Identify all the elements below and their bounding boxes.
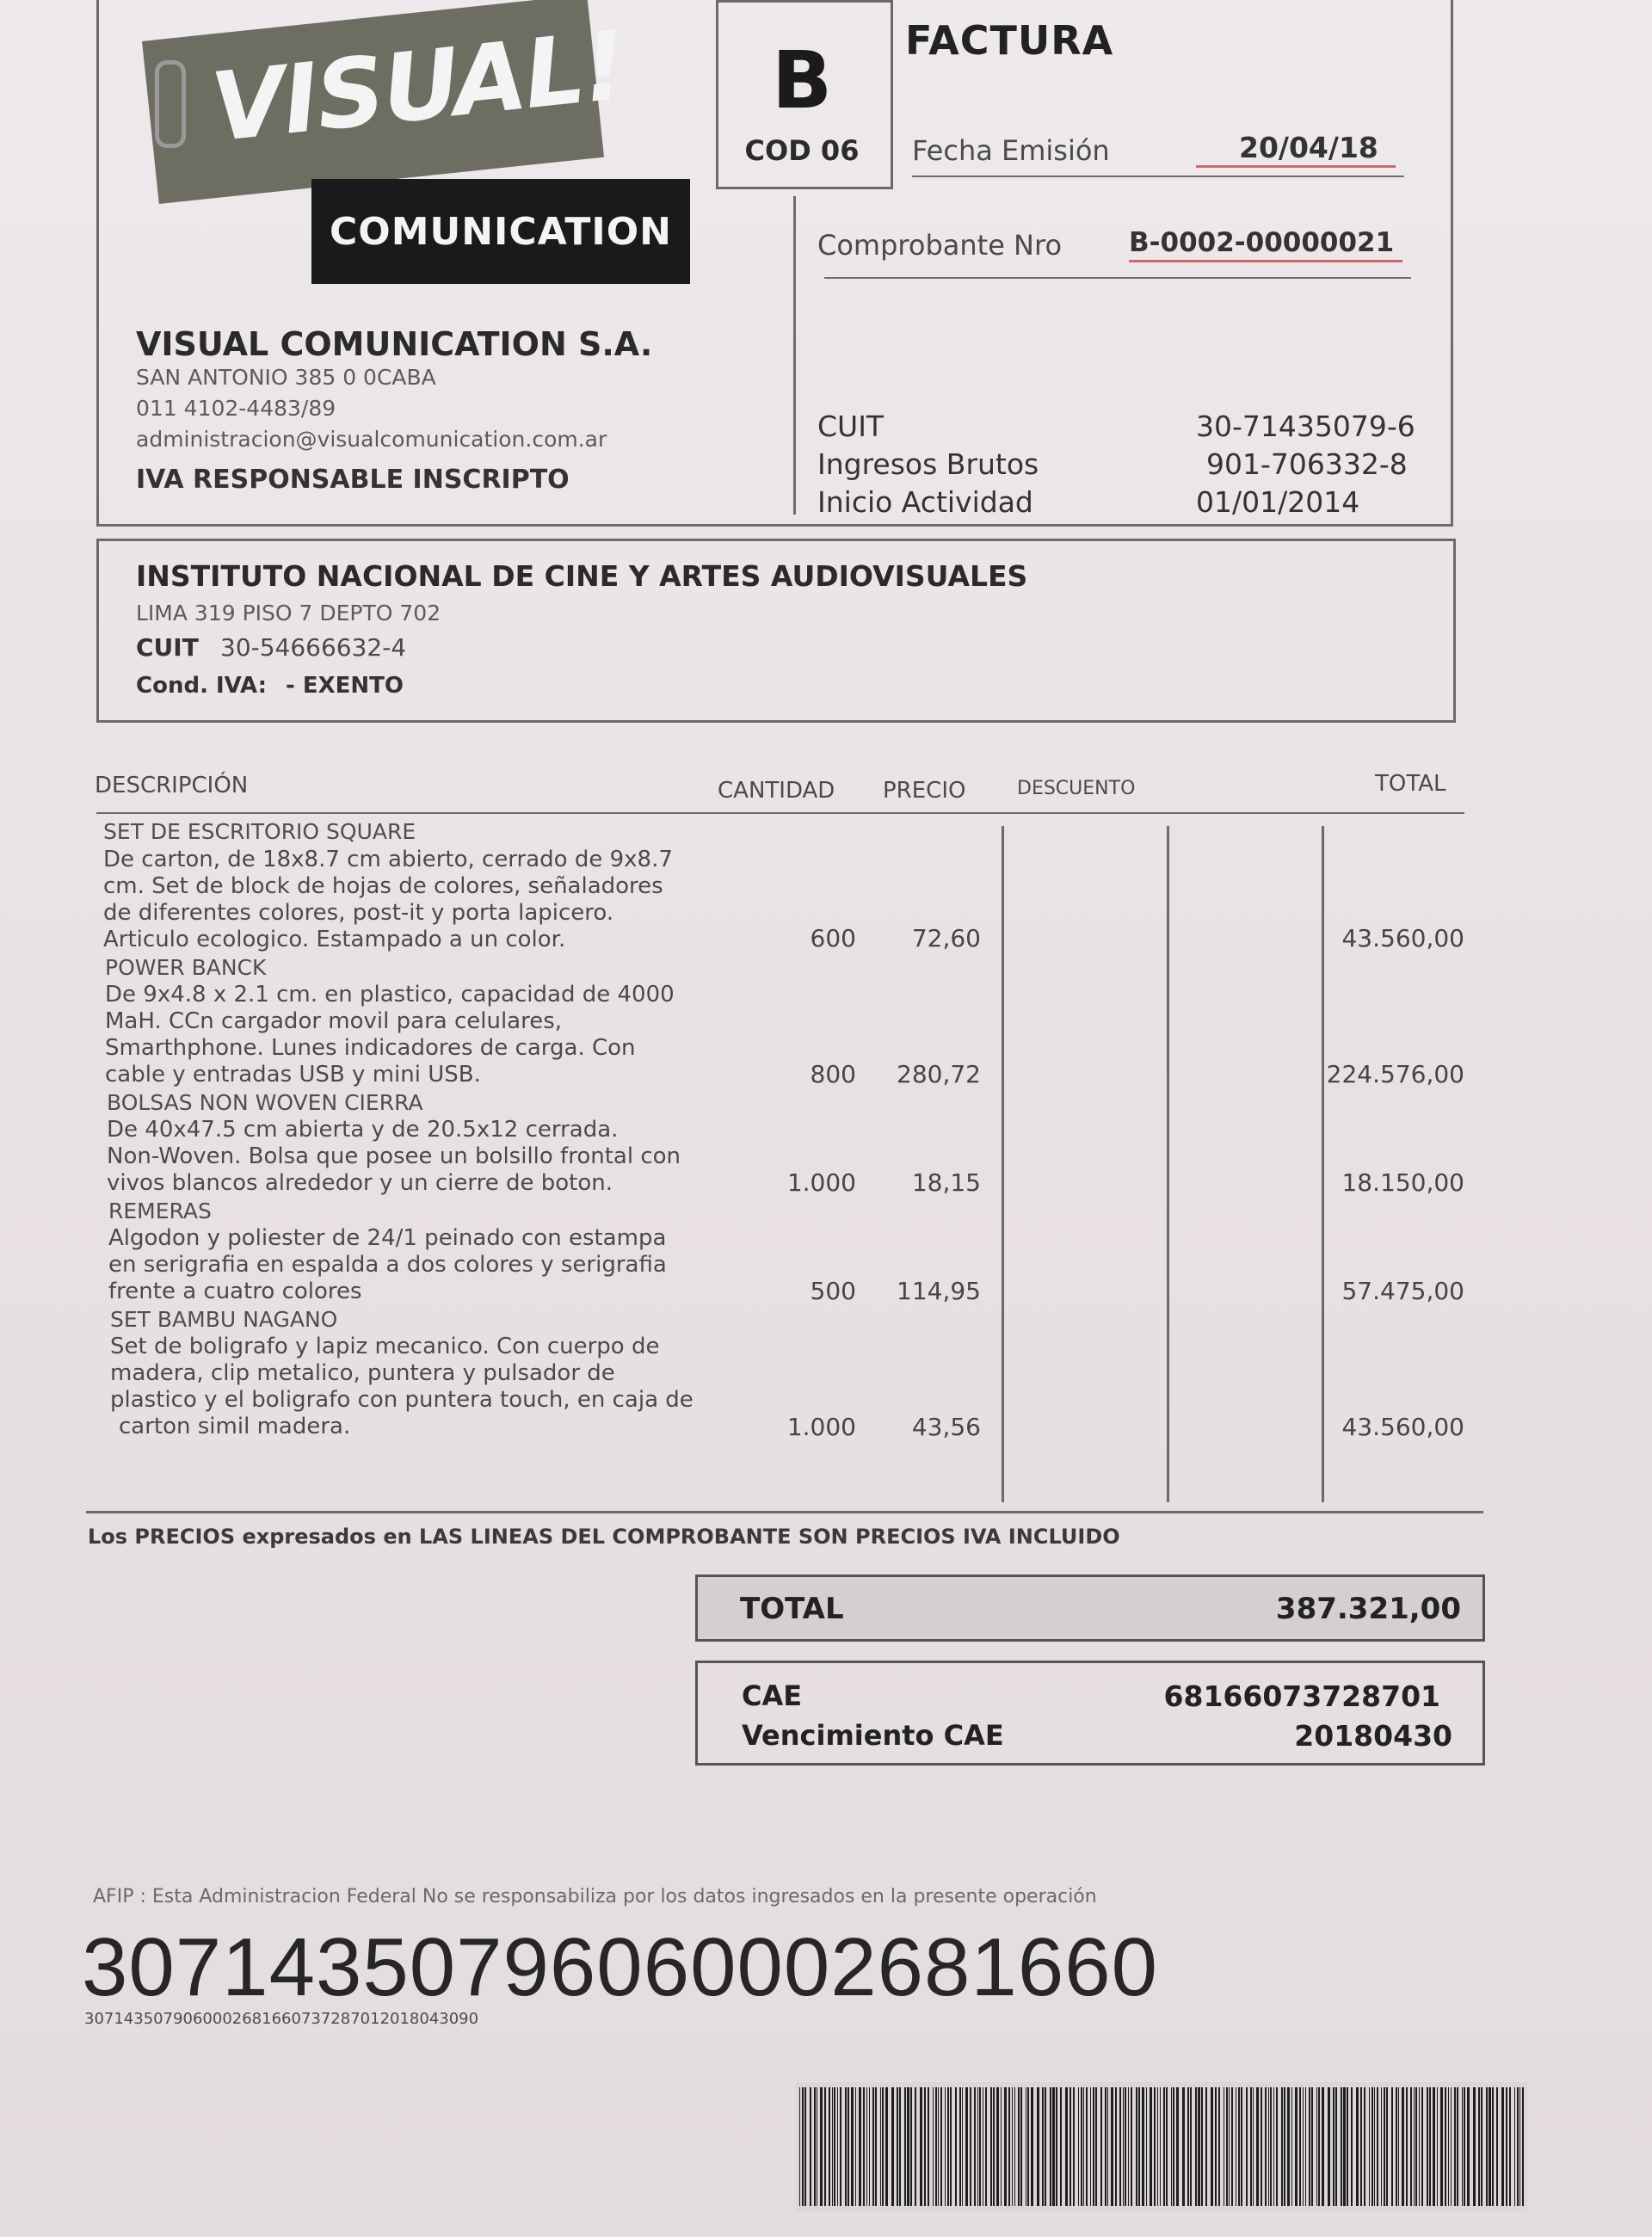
barcode-bar	[885, 2087, 888, 2206]
item-desc-line: Non-Woven. Bolsa que posee un bolsillo frontal con	[107, 1143, 681, 1169]
item-desc-line: De carton, de 18x8.7 cm abierto, cerrado de 9x8.7	[103, 847, 673, 872]
barcode-bar	[1437, 2087, 1438, 2206]
barcode-bar	[1369, 2087, 1370, 2206]
item-desc-line: Smarthphone. Lunes indicadores de carga. Con	[105, 1035, 636, 1061]
item-desc-line: cable y entradas USB y mini USB.	[105, 1062, 481, 1088]
item-desc-line: frente a cuatro colores	[108, 1279, 362, 1304]
col-divider-3	[1322, 826, 1324, 1502]
barcode-bar	[1241, 2087, 1242, 2206]
item-total: 224.576,00	[1326, 1060, 1464, 1088]
header-right-border	[1451, 0, 1453, 527]
barcode-bar	[1360, 2087, 1362, 2206]
barcode-bar	[804, 2087, 806, 2206]
barcode-bar	[1478, 2087, 1480, 2206]
barcode-bar	[1125, 2087, 1126, 2206]
barcode-bar	[1045, 2087, 1046, 2206]
item-desc-line: MaH. CCn cargador movil para celulares,	[105, 1008, 563, 1034]
col-cantidad: CANTIDAD	[718, 778, 835, 804]
barcode-bar	[1303, 2087, 1304, 2206]
barcode-bar	[1457, 2087, 1458, 2206]
barcode-bar	[1111, 2087, 1113, 2206]
barcode-bar	[1138, 2087, 1140, 2206]
barcode-bar	[1287, 2087, 1290, 2206]
barcode-bar	[1396, 2087, 1397, 2206]
barcode-bar	[1517, 2087, 1519, 2206]
client-cuit-label: CUIT	[136, 633, 199, 662]
barcode-bar	[933, 2087, 934, 2206]
item-desc-line: plastico y el boligrafo con puntera touch, en caja de	[110, 1387, 693, 1413]
barcode-bar	[1295, 2087, 1298, 2206]
barcode-bar	[1215, 2087, 1217, 2206]
barcode-bar	[935, 2087, 937, 2206]
barcode-bar	[1381, 2087, 1382, 2206]
cae-value: 68166073728701	[1163, 1679, 1440, 1713]
barcode-bar	[1250, 2087, 1252, 2206]
barcode-bar	[1069, 2087, 1071, 2206]
item-desc-line: De 9x4.8 x 2.1 cm. en plastico, capacidad de 4000	[105, 982, 675, 1008]
item-title: SET BAMBU NAGANO	[110, 1307, 338, 1332]
barcode-bar	[1391, 2087, 1393, 2206]
barcode-bar	[1406, 2087, 1408, 2206]
barcode-bar	[1351, 2087, 1353, 2206]
afip-notice: AFIP : Esta Administracion Federal No se responsabiliza por los datos ingresados en la presente operación	[93, 1886, 1097, 1907]
barcode-bar	[910, 2087, 912, 2206]
barcode-bar	[1190, 2087, 1192, 2206]
barcode-bar	[1299, 2087, 1301, 2206]
barcode-bar	[832, 2087, 833, 2206]
barcode-bar	[938, 2087, 939, 2206]
barcode-bar	[1160, 2087, 1161, 2206]
barcode-bar	[1372, 2087, 1373, 2206]
barcode-bar	[1427, 2087, 1428, 2206]
barcode-bar	[1205, 2087, 1207, 2206]
barcode-bar	[1398, 2087, 1399, 2206]
barcode-bar	[1402, 2087, 1404, 2206]
cae-venc-label: Vencimiento CAE	[742, 1719, 1004, 1752]
item-precio: 72,60	[911, 924, 981, 952]
barcode-bar	[869, 2087, 870, 2206]
item-title: BOLSAS NON WOVEN CIERRA	[107, 1090, 423, 1115]
price-disclaimer: Los PRECIOS expresados en LAS LINEAS DEL COMPROBANTE SON PRECIOS IVA INCLUIDO	[88, 1525, 1120, 1549]
barcode-bar	[1198, 2087, 1200, 2206]
barcode-bar	[866, 2087, 867, 2206]
comprobante-underline	[1129, 260, 1402, 262]
fecha-underline	[1196, 165, 1396, 168]
barcode-bar	[1226, 2087, 1228, 2206]
barcode-bar	[950, 2087, 952, 2206]
barcode-bar	[840, 2087, 841, 2206]
invoice-letter: B	[771, 34, 833, 126]
barcode-bar	[945, 2087, 946, 2206]
item-desc-line: madera, clip metalico, puntera y pulsador de	[110, 1360, 615, 1386]
item-desc-line: de diferentes colores, post-it y porta lapicero.	[103, 900, 614, 926]
col-divider-1	[1002, 826, 1004, 1502]
item-precio: 43,56	[911, 1413, 981, 1441]
item-precio: 114,95	[897, 1277, 981, 1305]
comprobante-label: Comprobante Nro	[817, 229, 1063, 262]
barcode-bar	[1445, 2087, 1446, 2206]
barcode-bar	[1415, 2087, 1417, 2206]
barcode-bar	[1050, 2087, 1051, 2206]
barcode-bar	[970, 2087, 971, 2206]
barcode-bar	[1519, 2087, 1520, 2206]
table-header-rule	[96, 812, 1464, 814]
barcode-bar	[1291, 2087, 1292, 2206]
barcode-bar	[1083, 2087, 1084, 2206]
fecha-rule	[912, 176, 1404, 177]
barcode-bar	[1347, 2087, 1348, 2206]
barcode-bar	[1166, 2087, 1168, 2206]
barcode-bar	[1514, 2087, 1515, 2206]
col-divider-2	[1167, 826, 1169, 1502]
invoice-code: COD 06	[744, 134, 860, 167]
barcode-bar	[1273, 2087, 1274, 2206]
item-desc-line: vivos blancos alrededor y un cierre de boton.	[107, 1170, 613, 1196]
barcode-bar	[1081, 2087, 1082, 2206]
barcode-bar	[1027, 2087, 1029, 2206]
barcode-bar	[1171, 2087, 1172, 2206]
barcode-bar	[1211, 2087, 1213, 2206]
barcode-bar	[891, 2087, 894, 2206]
item-title: SET DE ESCRITORIO SQUARE	[103, 819, 416, 844]
barcode-bar	[1335, 2087, 1337, 2206]
header-vertical-divider	[793, 196, 796, 515]
barcode-bar	[1123, 2087, 1124, 2206]
barcode-bar	[1093, 2087, 1094, 2206]
item-total: 57.475,00	[1341, 1277, 1464, 1305]
col-descuento: DESCUENTO	[1017, 778, 1136, 799]
barcode-bar	[1231, 2087, 1233, 2206]
barcode-bar	[1012, 2087, 1013, 2206]
item-desc-line: Articulo ecologico. Estampado a un color.	[103, 927, 566, 952]
barcode-bar	[810, 2087, 811, 2206]
barcode-bar	[1065, 2087, 1068, 2206]
barcode-bar	[1253, 2087, 1254, 2206]
barcode-bar	[1454, 2087, 1456, 2206]
barcode-bar	[962, 2087, 963, 2206]
client-address: LIMA 319 PISO 7 DEPTO 702	[136, 601, 441, 625]
barcode-bar	[1157, 2087, 1158, 2206]
col-total: TOTAL	[1375, 771, 1446, 797]
barcode-bar	[882, 2087, 884, 2206]
barcode-bar	[1261, 2087, 1262, 2206]
item-desc-line: en serigrafia en espalda a dos colores y serigrafia	[108, 1252, 667, 1278]
barcode-bar	[1056, 2087, 1057, 2206]
emisor-iva: IVA RESPONSABLE INSCRIPTO	[136, 465, 570, 495]
barcode-bar	[1270, 2087, 1272, 2206]
barcode-icon	[796, 2082, 1527, 2211]
cuit-label: CUIT	[817, 410, 885, 443]
barcode-bar	[1473, 2087, 1476, 2206]
barcode-bar	[1256, 2087, 1259, 2206]
barcode-bar	[1506, 2087, 1507, 2206]
item-cantidad: 1.000	[786, 1168, 856, 1197]
item-title: REMERAS	[108, 1199, 212, 1223]
barcode-bar	[1377, 2087, 1378, 2206]
barcode-bar	[1384, 2087, 1385, 2206]
item-cantidad: 1.000	[786, 1413, 856, 1441]
comprobante-rule	[824, 277, 1411, 279]
barcode-bar	[1305, 2087, 1306, 2206]
barcode-bar	[1187, 2087, 1189, 2206]
barcode-bar	[1410, 2087, 1412, 2206]
barcode-bar	[1173, 2087, 1174, 2206]
logo-text-comunication: COMUNICATION	[330, 209, 672, 254]
barcode-bar	[1343, 2087, 1346, 2206]
barcode-bar	[996, 2087, 999, 2206]
item-desc-line: carton simil madera.	[119, 1414, 351, 1439]
barcode-bar	[1078, 2087, 1079, 2206]
barcode-bar	[1364, 2087, 1365, 2206]
barcode-bar	[855, 2087, 856, 2206]
barcode-bar	[965, 2087, 968, 2206]
barcode-bar	[1182, 2087, 1185, 2206]
barcode-bar	[1073, 2087, 1075, 2206]
barcode-bar	[1522, 2087, 1524, 2206]
barcode-bar	[1451, 2087, 1452, 2206]
barcode-bar	[1489, 2087, 1491, 2206]
barcode-bar	[1195, 2087, 1197, 2206]
cae-venc-value: 20180430	[1294, 1719, 1452, 1753]
barcode-bar	[1341, 2087, 1342, 2206]
logo-text-visual: VISUAL!	[206, 9, 630, 163]
barcode-bar	[802, 2087, 804, 2206]
barcode-bar	[859, 2087, 861, 2206]
barcode-bar	[1268, 2087, 1269, 2206]
barcode-bar	[1467, 2087, 1470, 2206]
barcode-bar	[851, 2087, 854, 2206]
table-bottom-rule	[86, 1511, 1483, 1513]
barcode-bar	[1115, 2087, 1117, 2206]
barcode-bar	[1128, 2087, 1129, 2206]
barcode-bar	[1031, 2087, 1033, 2206]
item-desc-line: Set de boligrafo y lapiz mecanico. Con cuerpo de	[110, 1334, 660, 1359]
barcode-bar	[834, 2087, 835, 2206]
header-left-border	[96, 0, 99, 527]
barcode-bar	[820, 2087, 823, 2206]
barcode-bar	[1481, 2087, 1482, 2206]
barcode-number: 30714350796060002681660	[82, 1921, 1158, 2013]
barcode-bar	[1086, 2087, 1088, 2206]
barcode-bar	[1316, 2087, 1317, 2206]
barcode-bar	[899, 2087, 901, 2206]
barcode-bar	[863, 2087, 865, 2206]
barcode-bar	[880, 2087, 881, 2206]
emisor-name: VISUAL COMUNICATION S.A.	[136, 325, 653, 363]
col-descripcion: DESCRIPCIÓN	[95, 773, 249, 798]
barcode-bar	[924, 2087, 926, 2206]
barcode-bar	[1142, 2087, 1144, 2206]
barcode-bar	[1018, 2087, 1020, 2206]
barcode-bar	[1496, 2087, 1498, 2206]
barcode-bar	[1265, 2087, 1267, 2206]
barcode-bar	[985, 2087, 987, 2206]
item-total: 43.560,00	[1341, 1413, 1464, 1441]
iibb-label: Ingresos Brutos	[817, 447, 1039, 481]
barcode-bar	[1008, 2087, 1010, 2206]
barcode-bar	[1281, 2087, 1283, 2206]
barcode-bar	[1486, 2087, 1488, 2206]
barcode-bar	[940, 2087, 942, 2206]
total-label: TOTAL	[740, 1592, 844, 1626]
item-total: 43.560,00	[1341, 924, 1464, 952]
barcode-bar	[1311, 2087, 1313, 2206]
fecha-label: Fecha Emisión	[912, 134, 1110, 167]
barcode-bar	[1146, 2087, 1147, 2206]
barcode-bar	[1419, 2087, 1420, 2206]
barcode-bar	[1429, 2087, 1431, 2206]
barcode-bar	[1501, 2087, 1504, 2206]
item-desc-line: cm. Set de block de hojas de colores, señaladores	[103, 873, 663, 899]
paperclip-icon	[155, 60, 186, 148]
inicio-label: Inicio Actividad	[817, 485, 1033, 519]
item-desc-line: Algodon y poliester de 24/1 peinado con estampa	[108, 1225, 667, 1251]
barcode-bar	[829, 2087, 830, 2206]
barcode-bar	[990, 2087, 992, 2206]
client-name: INSTITUTO NACIONAL DE CINE Y ARTES AUDIOVISUALES	[136, 559, 1028, 593]
barcode-bar	[875, 2087, 877, 2206]
barcode-bar	[1105, 2087, 1106, 2206]
barcode-bar	[1060, 2087, 1062, 2206]
item-cantidad: 600	[810, 924, 856, 952]
barcode-bar	[1218, 2087, 1220, 2206]
barcode-bar	[1318, 2087, 1320, 2206]
invoice-title: FACTURA	[905, 17, 1114, 64]
item-precio: 280,72	[897, 1060, 981, 1088]
inicio-value: 01/01/2014	[1196, 485, 1360, 519]
item-cantidad: 500	[810, 1277, 856, 1305]
barcode-bar	[872, 2087, 874, 2206]
barcode-bar	[1052, 2087, 1055, 2206]
barcode-bar	[1107, 2087, 1108, 2206]
barcode-bar	[799, 2087, 800, 2206]
item-cantidad: 800	[810, 1060, 856, 1088]
barcode-bar	[915, 2087, 916, 2206]
client-iva-label: Cond. IVA:	[136, 673, 268, 699]
barcode-bar	[920, 2087, 922, 2206]
emisor-email: administracion@visualcomunication.com.ar	[136, 427, 607, 452]
item-title: POWER BANCK	[105, 955, 267, 980]
barcode-bar	[928, 2087, 929, 2206]
item-precio: 18,15	[911, 1168, 981, 1197]
barcode-bar	[1328, 2087, 1330, 2206]
barcode-bar	[974, 2087, 976, 2206]
fecha-value: 20/04/18	[1239, 131, 1378, 164]
barcode-number-small: 3071435079060002681660737287012018043090	[84, 2010, 479, 2028]
barcode-bar	[1440, 2087, 1443, 2206]
barcode-bar	[1004, 2087, 1007, 2206]
cuit-value: 30-71435079-6	[1196, 410, 1415, 443]
barcode-bar	[1322, 2087, 1324, 2206]
barcode-bar	[848, 2087, 849, 2206]
barcode-bar	[1020, 2087, 1022, 2206]
item-total: 18.150,00	[1341, 1168, 1464, 1197]
total-value: 387.321,00	[1275, 1592, 1461, 1626]
barcode-bar	[1421, 2087, 1423, 2206]
barcode-bar	[1001, 2087, 1002, 2206]
barcode-bar	[1131, 2087, 1132, 2206]
emisor-address: SAN ANTONIO 385 0 0CABA	[136, 365, 436, 390]
barcode-bar	[907, 2087, 909, 2206]
barcode-bar	[1037, 2087, 1039, 2206]
barcode-bar	[1462, 2087, 1463, 2206]
barcode-bar	[1201, 2087, 1203, 2206]
barcode-bar	[1014, 2087, 1015, 2206]
barcode-bar	[1229, 2087, 1230, 2206]
barcode-bar	[1136, 2087, 1137, 2206]
barcode-bar	[1509, 2087, 1511, 2206]
barcode-bar	[1119, 2087, 1121, 2206]
item-desc-line: De 40x47.5 cm abierta y de 20.5x12 cerrada.	[107, 1117, 619, 1143]
client-iva: - EXENTO	[286, 673, 404, 699]
barcode-bar	[897, 2087, 898, 2206]
barcode-bar	[959, 2087, 961, 2206]
barcode-bar	[1414, 2087, 1415, 2206]
barcode-bar	[1309, 2087, 1310, 2206]
barcode-bar	[1100, 2087, 1102, 2206]
barcode-bar	[1246, 2087, 1248, 2206]
comprobante-number: B-0002-00000021	[1129, 227, 1395, 258]
barcode-bar	[1042, 2087, 1044, 2206]
barcode-bar	[1150, 2087, 1152, 2206]
barcode-bar	[1163, 2087, 1165, 2206]
barcode-bar	[1284, 2087, 1285, 2206]
barcode-bar	[1333, 2087, 1335, 2206]
barcode-bar	[1154, 2087, 1156, 2206]
barcode-bar	[1448, 2087, 1449, 2206]
barcode-bar	[904, 2087, 906, 2206]
barcode-bar	[947, 2087, 949, 2206]
col-precio: PRECIO	[883, 778, 966, 804]
barcode-bar	[845, 2087, 847, 2206]
barcode-bar	[1386, 2087, 1388, 2206]
barcode-bar	[955, 2087, 957, 2206]
barcode-bar	[1356, 2087, 1359, 2206]
barcode-bar	[977, 2087, 978, 2206]
barcode-bar	[1492, 2087, 1494, 2206]
header-bottom-border	[96, 524, 1453, 527]
cae-label: CAE	[742, 1679, 803, 1712]
barcode-bar	[979, 2087, 981, 2206]
barcode-bar	[824, 2087, 826, 2206]
barcode-bar	[1276, 2087, 1278, 2206]
barcode-bar	[814, 2087, 816, 2206]
barcode-bar	[1464, 2087, 1465, 2206]
emisor-phone: 011 4102-4483/89	[136, 396, 336, 421]
barcode-bar	[1095, 2087, 1097, 2206]
barcode-bar	[1176, 2087, 1179, 2206]
barcode-bar	[1090, 2087, 1091, 2206]
barcode-bar	[837, 2087, 838, 2206]
barcode-bar	[1374, 2087, 1375, 2206]
barcode-bar	[993, 2087, 995, 2206]
client-cuit: 30-54666632-4	[220, 633, 407, 662]
barcode-bar	[1238, 2087, 1240, 2206]
barcode-bar	[1433, 2087, 1435, 2206]
iibb-value: 901-706332-8	[1206, 447, 1408, 481]
